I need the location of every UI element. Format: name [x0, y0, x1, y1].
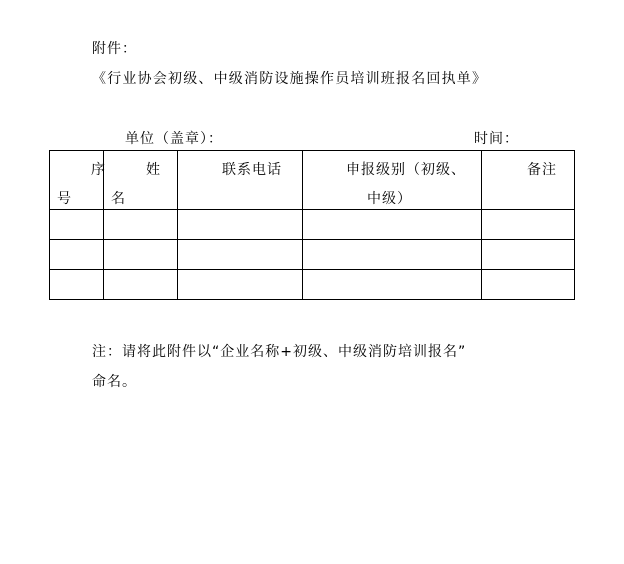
- table-row: [50, 270, 575, 300]
- row-2-level-cell[interactable]: [303, 240, 482, 270]
- row-1-phone-cell[interactable]: [178, 210, 303, 240]
- row-3-remark-cell[interactable]: [482, 270, 575, 300]
- table-header-row: [50, 151, 575, 210]
- note-line-1: 注：请将此附件以“企业名称+初级、中级消防培训报名”: [92, 344, 467, 360]
- row-3-level-cell[interactable]: [303, 270, 482, 300]
- table-row: [50, 240, 575, 270]
- row-3-seq-cell[interactable]: [50, 270, 104, 300]
- table-row: [50, 210, 575, 240]
- header-name-bottom: 名: [111, 191, 126, 207]
- row-1-seq-cell[interactable]: [50, 210, 104, 240]
- form-title: 《行业协会初级、中级消防设施操作员培训班报名回执单》: [92, 71, 488, 87]
- row-1-remark-cell[interactable]: [482, 210, 575, 240]
- row-3-phone-cell[interactable]: [178, 270, 303, 300]
- header-name-top: 姓: [146, 162, 161, 178]
- header-seq-top: 序: [91, 162, 106, 178]
- note-line-2: 命名。: [92, 374, 137, 390]
- row-2-phone-cell[interactable]: [178, 240, 303, 270]
- header-remark-cell: [482, 151, 575, 210]
- header-level-cell: [303, 151, 482, 210]
- unit-seal-label: 单位（盖章）：: [125, 131, 223, 147]
- time-label: 时间：: [474, 131, 519, 147]
- header-phone: 联系电话: [222, 162, 282, 178]
- header-level-bottom: 中级）: [367, 191, 412, 207]
- header-level-top: 申报级别（初级、: [346, 162, 466, 178]
- row-2-remark-cell[interactable]: [482, 240, 575, 270]
- row-3-name-cell[interactable]: [104, 270, 178, 300]
- registration-table: [49, 150, 575, 300]
- attachment-label: 附件：: [92, 41, 137, 57]
- header-name-cell: [104, 151, 178, 210]
- row-1-level-cell[interactable]: [303, 210, 482, 240]
- header-remark: 备注: [527, 162, 557, 178]
- row-2-name-cell[interactable]: [104, 240, 178, 270]
- header-seq-bottom: 号: [57, 191, 72, 207]
- row-1-name-cell[interactable]: [104, 210, 178, 240]
- header-phone-cell: [178, 151, 303, 210]
- header-seq-cell: [50, 151, 104, 210]
- row-2-seq-cell[interactable]: [50, 240, 104, 270]
